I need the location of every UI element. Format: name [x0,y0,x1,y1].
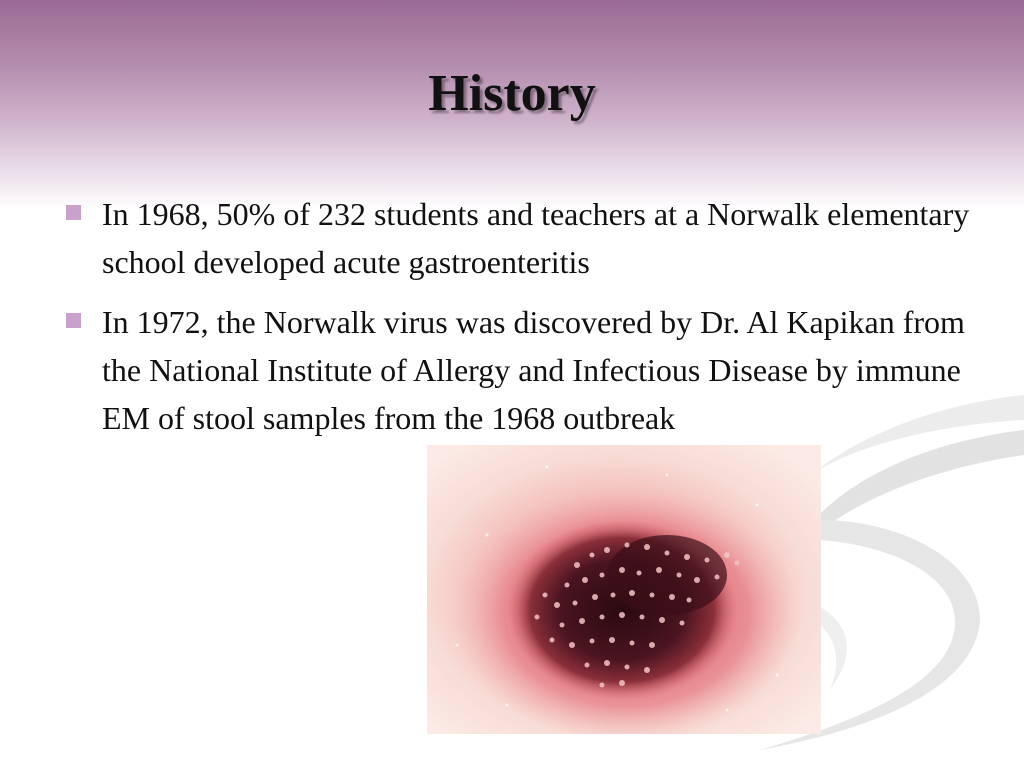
bullet-text: In 1972, the Norwalk virus was discovered by Dr. Al Kapikan from the National Institute of Allergy and Infectious Disease by immune EM of stool samples from the 1968 outbreak [102,304,965,436]
virus-micrograph-image [427,445,821,734]
square-bullet-icon [66,313,81,328]
bullet-list [62,190,982,454]
bullet-item [62,298,982,442]
bullet-text: In 1968, 50% of 232 students and teachers at a Norwalk elementary school developed acute gastroenteritis [102,196,970,280]
slide-title: History [428,65,596,122]
bullet-item [62,190,982,286]
square-bullet-icon [66,205,81,220]
